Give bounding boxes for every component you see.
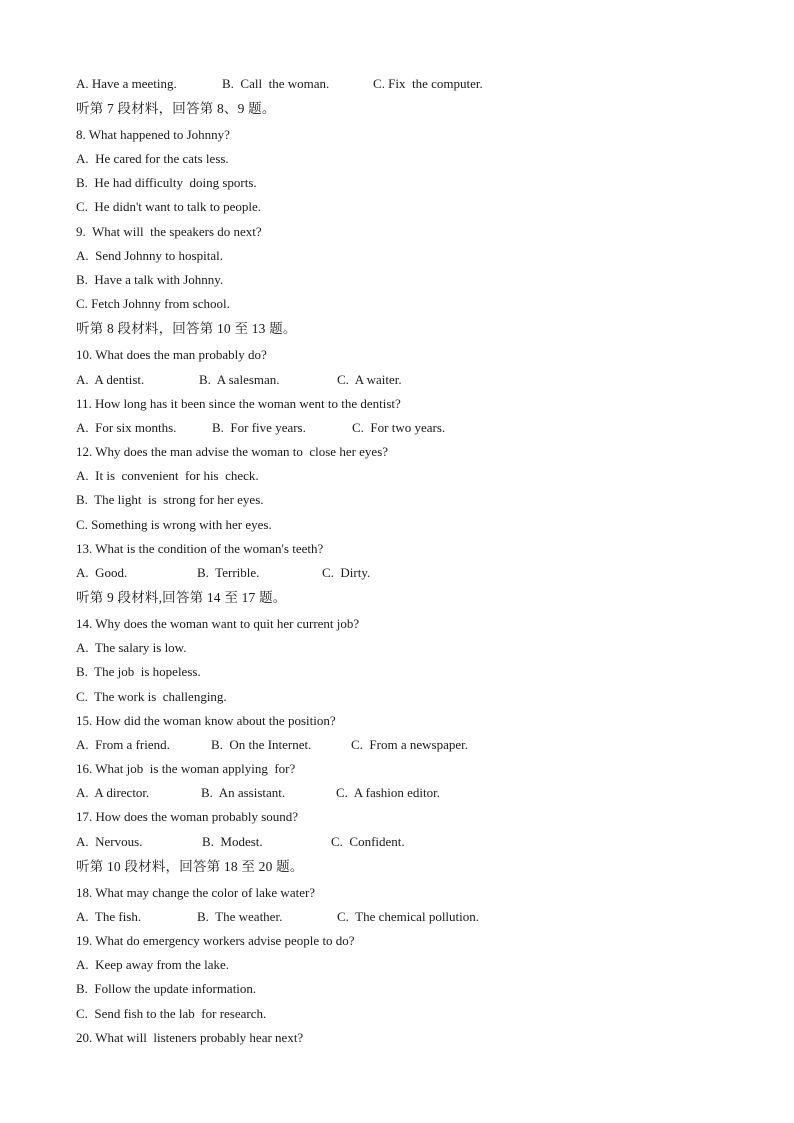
answer-option: C. Fix the computer. — [373, 76, 483, 91]
question-text: 16. What job is the woman applying for? — [76, 761, 296, 776]
question-text: 13. What is the condition of the woman's teeth? — [76, 541, 324, 556]
answer-option: C. Dirty. — [322, 565, 371, 580]
answer-option: A. It is convenient for his check. — [76, 468, 259, 483]
answer-option: B. On the Internet. — [211, 737, 312, 752]
answer-option: B. Terrible. — [197, 565, 260, 580]
answer-option: B. An assistant. — [201, 785, 286, 800]
question-text: 11. How long has it been since the woman went to the dentist? — [76, 396, 401, 411]
answer-option: B. The weather. — [197, 909, 283, 924]
question-text: 15. How did the woman know about the position? — [76, 713, 336, 728]
section-heading: 听第 8 段材料，回答第 10 至 13 题。 — [76, 321, 297, 336]
answer-option: B. For five years. — [212, 420, 306, 435]
answer-option: C. Confident. — [331, 834, 405, 849]
answer-option: C. Send fish to the lab for research. — [76, 1006, 267, 1021]
answer-option: B. Modest. — [202, 834, 263, 849]
answer-option: A. For six months. — [76, 420, 177, 435]
answer-option: C. A waiter. — [337, 372, 402, 387]
answer-option: A. Keep away from the lake. — [76, 957, 230, 972]
answer-option: C. A fashion editor. — [336, 785, 440, 800]
section-heading: 听第 10 段材料，回答第 18 至 20 题。 — [76, 859, 304, 874]
answer-option: A. A dentist. — [76, 372, 145, 387]
section-heading: 听第 9 段材料,回答第 14 至 17 题。 — [76, 590, 287, 605]
answer-option: A. He cared for the cats less. — [76, 151, 229, 166]
question-text: 20. What will listeners probably hear next? — [76, 1030, 304, 1045]
answer-option: C. He didn't want to talk to people. — [76, 199, 262, 214]
answer-option: A. Nervous. — [76, 834, 143, 849]
answer-option: B. The light is strong for her eyes. — [76, 492, 264, 507]
question-text: 10. What does the man probably do? — [76, 347, 267, 362]
answer-option: B. Have a talk with Johnny. — [76, 272, 224, 287]
answer-option: C. The chemical pollution. — [337, 909, 480, 924]
answer-option: B. The job is hopeless. — [76, 664, 201, 679]
answer-option: A. The salary is low. — [76, 640, 187, 655]
answer-option: C. From a newspaper. — [351, 737, 468, 752]
question-text: 8. What happened to Johnny? — [76, 127, 230, 142]
section-heading: 听第 7 段材料，回答第 8、9 题。 — [76, 101, 276, 116]
answer-option: B. A salesman. — [199, 372, 280, 387]
question-text: 18. What may change the color of lake water? — [76, 885, 316, 900]
answer-option: B. Call the woman. — [222, 76, 330, 91]
answer-option: C. Something is wrong with her eyes. — [76, 517, 272, 532]
question-text: 19. What do emergency workers advise people to do? — [76, 933, 355, 948]
answer-option: A. A director. — [76, 785, 150, 800]
answer-option: A. Good. — [76, 565, 128, 580]
question-text: 14. Why does the woman want to quit her current job? — [76, 616, 360, 631]
answer-option: B. Follow the update information. — [76, 981, 257, 996]
question-text: 17. How does the woman probably sound? — [76, 809, 299, 824]
answer-option: B. He had difficulty doing sports. — [76, 175, 257, 190]
question-text: 9. What will the speakers do next? — [76, 224, 262, 239]
answer-option: C. The work is challenging. — [76, 689, 227, 704]
question-text: 12. Why does the man advise the woman to close her eyes? — [76, 444, 389, 459]
answer-option: A. The fish. — [76, 909, 142, 924]
answer-option: A. Have a meeting. — [76, 76, 177, 91]
answer-option: C. Fetch Johnny from school. — [76, 296, 230, 311]
answer-option: A. From a friend. — [76, 737, 170, 752]
answer-option: C. For two years. — [352, 420, 446, 435]
answer-option: A. Send Johnny to hospital. — [76, 248, 223, 263]
